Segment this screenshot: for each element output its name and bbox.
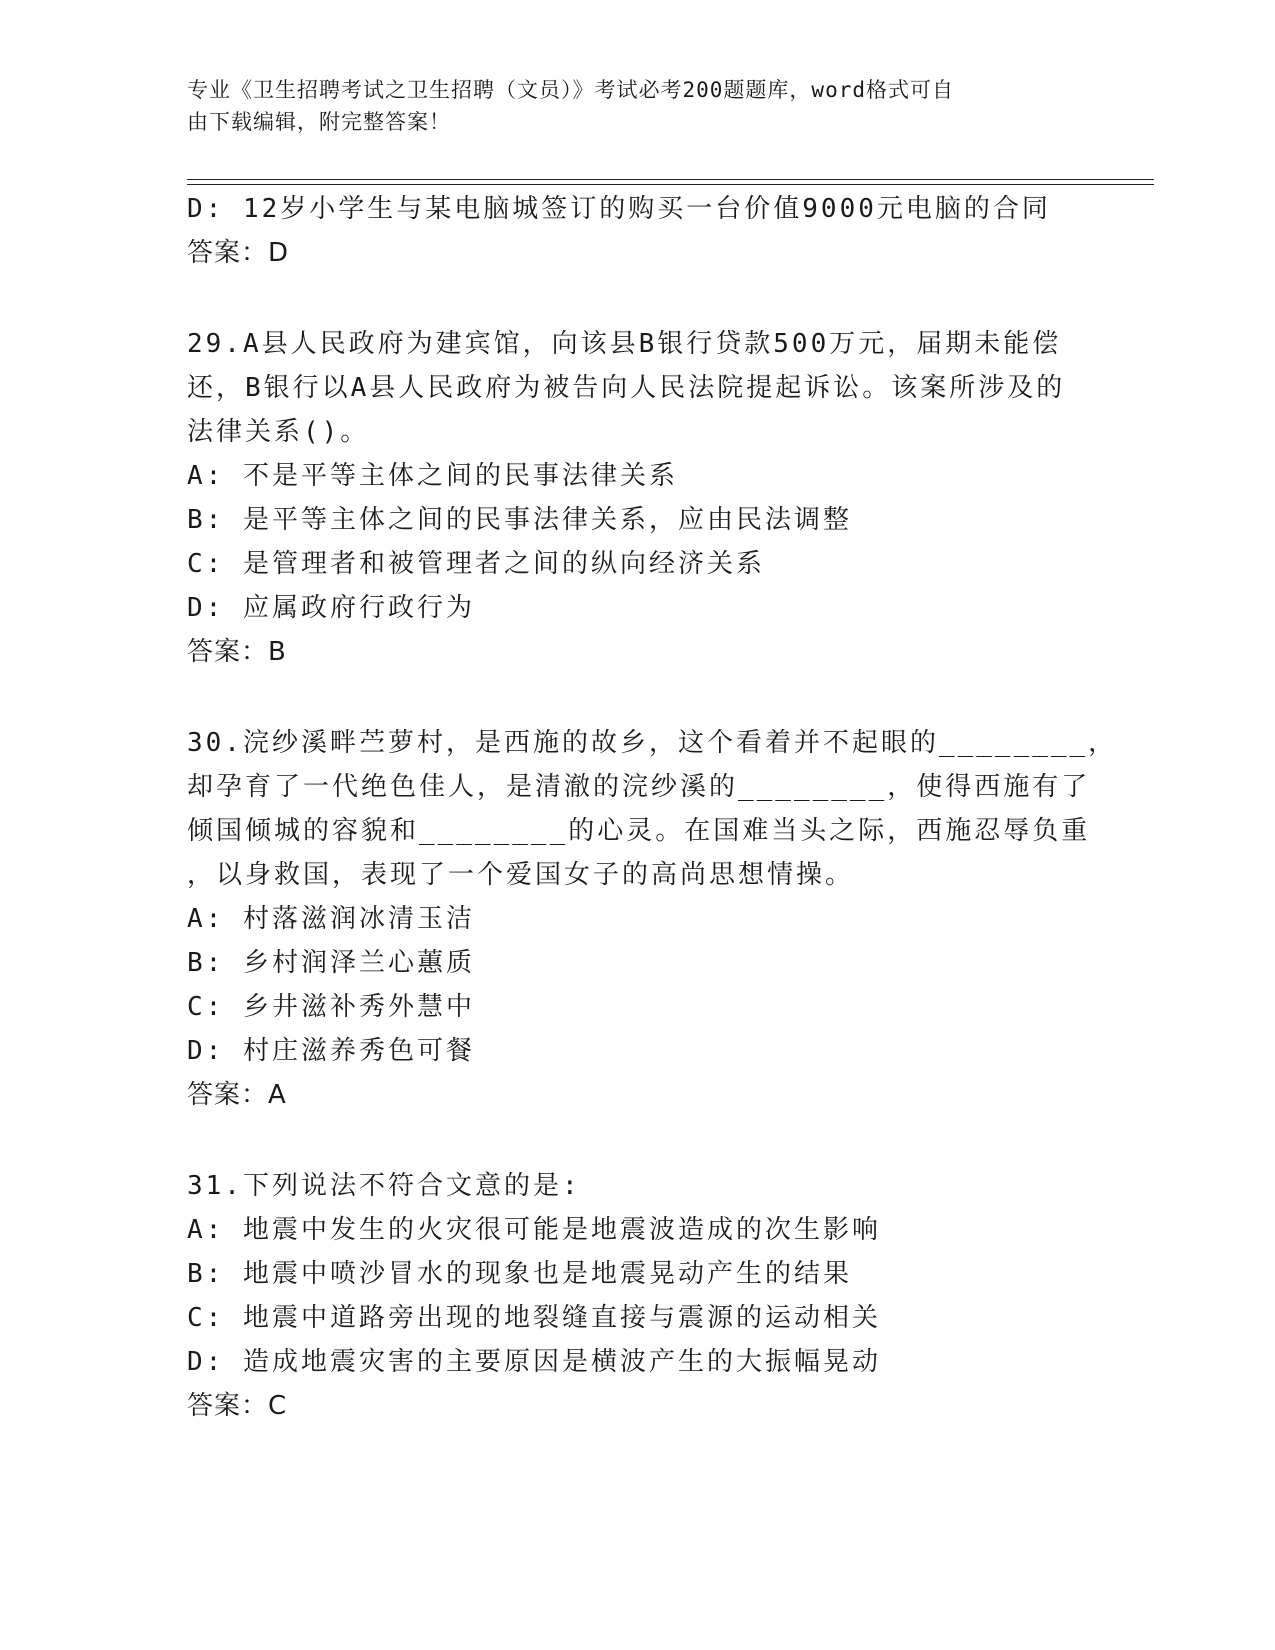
q29-option-a: A: 不是平等主体之间的民事法律关系 xyxy=(187,461,678,491)
header-divider-bottom xyxy=(187,184,1154,185)
q29-answer: 答案：B xyxy=(187,637,287,667)
q30-option-a: A: 村落滋润冰清玉洁 xyxy=(187,904,475,934)
q31-answer: 答案：C xyxy=(187,1391,288,1421)
q31-option-b: B: 地震中喷沙冒水的现象也是地震晃动产生的结果 xyxy=(187,1259,852,1289)
q29-option-b: B: 是平等主体之间的民事法律关系，应由民法调整 xyxy=(187,505,852,535)
header-line-1: 专业《卫生招聘考试之卫生招聘（文员）》考试必考200题题库，word格式可自 xyxy=(187,78,954,102)
q30-option-b: B: 乡村润泽兰心蕙质 xyxy=(187,948,475,978)
q29-stem-line-2: 还，B银行以A县人民政府为被告向人民法院提起诉讼。该案所涉及的 xyxy=(187,373,1066,403)
q30-option-c: C: 乡井滋补秀外慧中 xyxy=(187,992,475,1022)
q30-stem-line-1: 30.浣纱溪畔苎萝村，是西施的故乡，这个看着并不起眼的________， xyxy=(187,728,1118,758)
q30-stem-line-4: ，以身救国，表现了一个爱国女子的高尚思想情操。 xyxy=(187,860,855,890)
header-divider-top xyxy=(187,179,1154,180)
q30-option-d: D: 村庄滋养秀色可餐 xyxy=(187,1036,475,1066)
q30-answer: 答案：A xyxy=(187,1080,287,1110)
q31-option-c: C: 地震中道路旁出现的地裂缝直接与震源的运动相关 xyxy=(187,1303,881,1333)
q31-option-d: D: 造成地震灾害的主要原因是横波产生的大振幅晃动 xyxy=(187,1347,881,1377)
q30-stem-line-3: 倾国倾城的容貌和________的心灵。在国难当头之际，西施忍辱负重 xyxy=(187,816,1091,846)
q29-option-d: D: 应属政府行政行为 xyxy=(187,593,475,623)
q28-answer: 答案：D xyxy=(187,238,290,268)
q29-option-c: C: 是管理者和被管理者之间的纵向经济关系 xyxy=(187,549,765,579)
q30-stem-line-2: 却孕育了一代绝色佳人，是清澈的浣纱溪的________，使得西施有了 xyxy=(187,772,1091,802)
document-header xyxy=(187,74,1067,138)
q29-stem-line-3: 法律关系()。 xyxy=(187,417,370,447)
q31-stem-line-1: 31.下列说法不符合文意的是: xyxy=(187,1171,581,1201)
header-line-2: 由下载编辑，附完整答案！ xyxy=(187,110,451,134)
q29-stem-line-1: 29.A县人民政府为建宾馆，向该县B银行贷款500万元，届期未能偿 xyxy=(187,329,1062,359)
q28-option-d: D: 12岁小学生与某电脑城签订的购买一台价值9000元电脑的合同 xyxy=(187,194,1051,224)
q31-option-a: A: 地震中发生的火灾很可能是地震波造成的次生影响 xyxy=(187,1215,881,1245)
